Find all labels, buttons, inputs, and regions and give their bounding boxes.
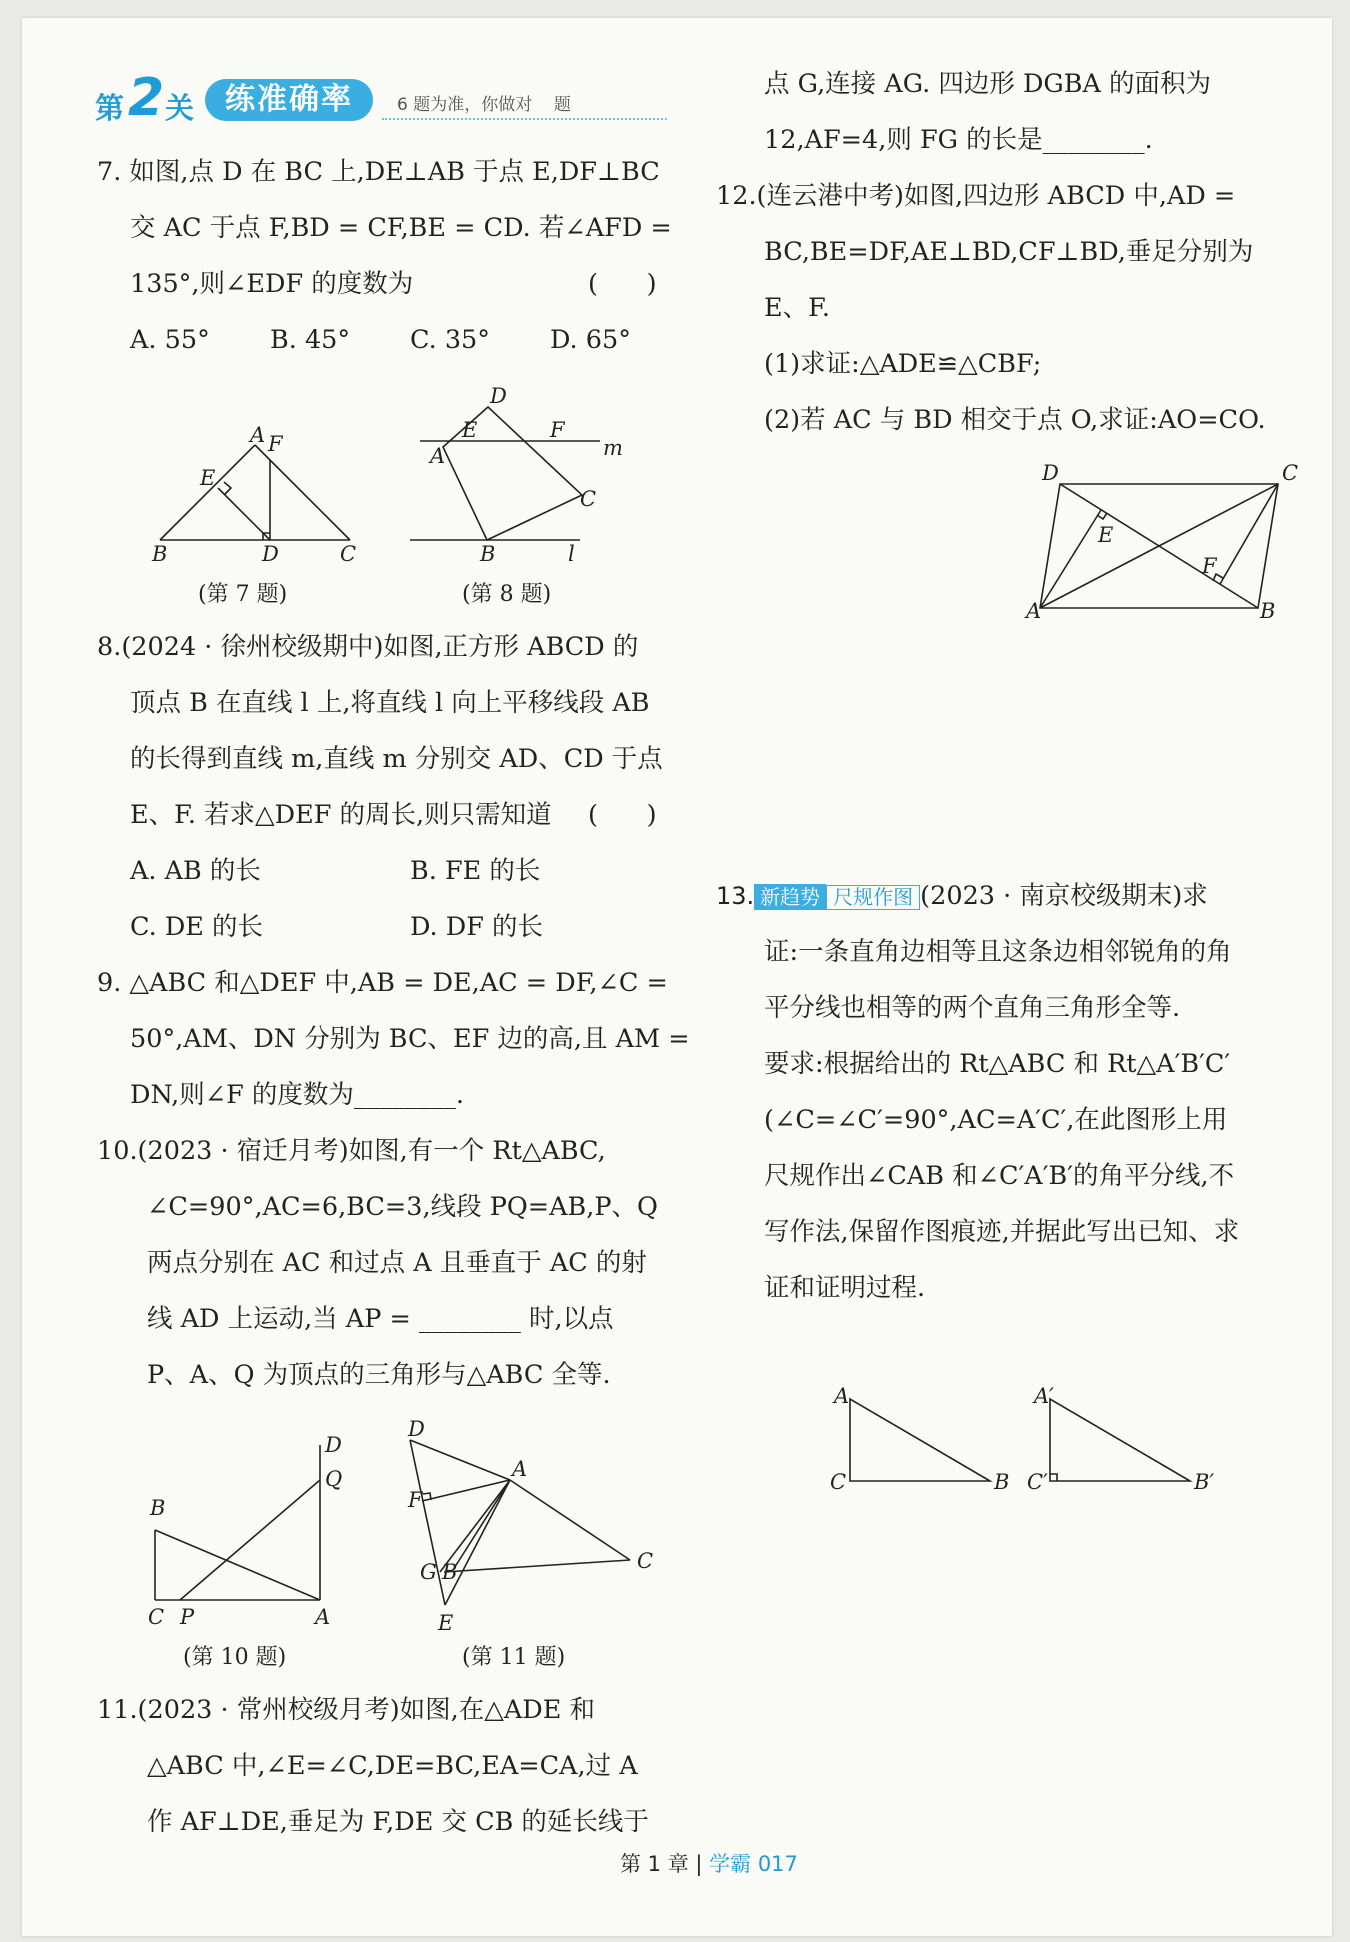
svg-text:C: C [148,1605,165,1629]
q7-option-c: C. 35° [410,325,491,355]
q13-line6: 尺规作出∠CAB 和∠C′A′B′的角平分线,不 [764,1161,1235,1191]
q12-line5: (2)若 AC 与 BD 相交于点 O,求证:AO=CO. [764,405,1266,435]
svg-text:A: A [512,1457,528,1481]
svg-text:D: D [408,1417,425,1441]
svg-text:G: G [420,1560,437,1584]
q8-option-d: D. DF 的长 [410,912,543,942]
q8-caption: (第 8 题) [462,582,552,607]
q13-line5: (∠C=∠C′=90°,AC=A′C′,在此图形上用 [764,1105,1228,1135]
q11-caption: (第 11 题) [462,1645,566,1670]
header-title-badge: 练准确率 [205,79,373,121]
svg-text:F: F [268,432,283,456]
q9-line1: 9. △ABC 和△DEF 中,AB = DE,AC = DF,∠C = [97,968,668,998]
svg-text:D: D [262,542,279,565]
footer-page-number: 017 [751,1852,798,1876]
footer-brand: 学霸 [709,1852,752,1876]
q7-line1: 7. 如图,点 D 在 BC 上,DE⊥AB 于点 E,DF⊥BC [97,157,660,187]
svg-text:D: D [325,1433,342,1457]
svg-text:E: E [438,1611,454,1635]
q10-caption: (第 10 题) [183,1645,287,1670]
svg-text:C: C [580,487,597,511]
svg-text:A: A [315,1605,331,1629]
svg-text:E: E [200,466,216,490]
svg-text:B: B [442,1560,458,1584]
figure-q7 [151,423,356,565]
q8-option-b: B. FE 的长 [410,856,541,886]
svg-text:m: m [603,436,623,460]
q7-option-d: D. 65° [550,325,631,355]
q13-line4: 要求:根据给出的 Rt△ABC 和 Rt△A′B′C′ [764,1049,1231,1079]
q11-line4: 点 G,连接 AG. 四边形 DGBA 的面积为 [764,69,1212,99]
q11-line1: 11.(2023 · 常州校级月考)如图,在△ADE 和 [97,1695,595,1725]
q10-line1: 10.(2023 · 宿迁月考)如图,有一个 Rt△ABC, [97,1136,606,1166]
q12-line1: 12.(连云港中考)如图,四边形 ABCD 中,AD = [716,181,1236,211]
figure-q11 [407,1417,653,1635]
svg-text:D: D [490,385,507,408]
svg-text:F: F [1202,554,1217,578]
svg-text:l: l [568,542,575,565]
q13-line8: 证和证明过程. [764,1273,926,1303]
q11-line3: 作 AF⊥DE,垂足为 F,DE 交 CB 的延长线于 [147,1807,649,1837]
figures-q7-q8 [140,385,660,565]
svg-text:B: B [1260,599,1276,623]
q12-line3: E、F. [764,293,830,323]
page-footer [620,1848,798,1878]
svg-text:E: E [462,418,478,442]
svg-text:F: F [408,1488,423,1512]
header-divider [382,118,667,120]
q12-line2: BC,BE=DF,AE⊥BD,CF⊥BD,垂足分别为 [764,237,1254,267]
q8-option-a: A. AB 的长 [130,856,261,886]
q13-line7: 写作法,保留作图痕迹,并据此写出已知、求 [764,1217,1240,1247]
q9-line3: DN,则∠F 的度数为________. [130,1080,465,1110]
q12-line4: (1)求证:△ADE≌△CBF; [764,349,1042,379]
q13-line1 [716,882,1208,910]
q8-line1: 8.(2024 · 徐州校级期中)如图,正方形 ABCD 的 [97,632,639,662]
q13-line2: 证:一条直角边相等且这条边相邻锐角的角 [764,937,1232,967]
q8-answer-paren: ( ) [588,800,657,830]
svg-text:F: F [550,418,565,442]
figure-q13-abc [830,1384,1009,1494]
q7-answer-paren: ( ) [588,269,657,299]
q7-option-a: A. 55° [130,325,210,355]
svg-text:A′: A′ [1034,1384,1054,1408]
svg-text:B′: B′ [1194,1470,1215,1494]
q7-line3: 135°,则∠EDF 的度数为 [130,269,414,299]
header-di: 第 [95,91,125,125]
svg-text:C: C [830,1470,847,1494]
svg-text:C: C [637,1549,654,1573]
svg-text:Q: Q [325,1467,343,1491]
svg-text:E: E [1098,523,1114,547]
q8-option-c: C. DE 的长 [130,912,263,942]
q8-line4: E、F. 若求△DEF 的周长,则只需知道 [130,800,552,830]
q11-line5: 12,AF=4,则 FG 的长是________. [764,125,1153,155]
figure-q13-abc-prime [1027,1384,1214,1494]
q13-line1-rest: (2023 · 南京校级期末)求 [920,881,1208,911]
svg-text:B: B [994,1470,1010,1494]
q13-line3: 平分线也相等的两个直角三角形全等. [764,993,1181,1023]
figure-q10 [148,1433,342,1629]
svg-text:B: B [480,542,496,565]
figure-q8 [410,385,623,565]
badge-ruler-compass: 尺规作图 [826,885,920,910]
figure-q12 [1020,460,1300,630]
q9-line2: 50°,AM、DN 分别为 BC、EF 边的高,且 AM = [130,1024,690,1054]
q10-line2: ∠C=90°,AC=6,BC=3,线段 PQ=AB,P、Q [147,1192,658,1222]
svg-text:D: D [1042,461,1059,485]
svg-text:B: B [150,1496,166,1520]
header-guan: 关 [165,91,195,125]
figures-q10-q11 [140,1410,660,1640]
svg-text:C: C [1282,461,1299,485]
figure-q13 [820,1375,1240,1505]
svg-text:A: A [1026,599,1042,623]
q7-line2: 交 AC 于点 F,BD = CF,BE = CD. 若∠AFD = [130,213,672,243]
q7-option-b: B. 45° [270,325,351,355]
svg-text:C: C [340,542,357,565]
footer-chapter: 第 1 章 | [620,1852,710,1876]
svg-text:A: A [430,444,446,468]
q7-caption: (第 7 题) [198,582,288,607]
svg-text:A: A [250,423,266,447]
badge-new-trend: 新趋势 [754,884,826,910]
header-level-number: 2 [128,68,165,128]
q10-line3: 两点分别在 AC 和过点 A 且垂直于 AC 的射 [147,1248,647,1278]
q13-number: 13. [716,882,755,910]
svg-text:C′: C′ [1027,1470,1048,1494]
svg-text:B: B [152,542,168,565]
q10-line5: P、A、Q 为顶点的三角形与△ABC 全等. [147,1360,611,1390]
svg-text:P: P [180,1605,195,1629]
svg-text:A: A [834,1384,850,1408]
q11-line2: △ABC 中,∠E=∠C,DE=BC,EA=CA,过 A [147,1751,638,1781]
q8-line3: 的长得到直线 m,直线 m 分别交 AD、CD 于点 [130,744,663,774]
q8-line2: 顶点 B 在直线 l 上,将直线 l 向上平移线段 AB [130,688,650,718]
q10-line4: 线 AD 上运动,当 AP = ________ 时,以点 [147,1304,614,1334]
score-prompt: 6 题为准，你做对 题 [397,95,571,115]
